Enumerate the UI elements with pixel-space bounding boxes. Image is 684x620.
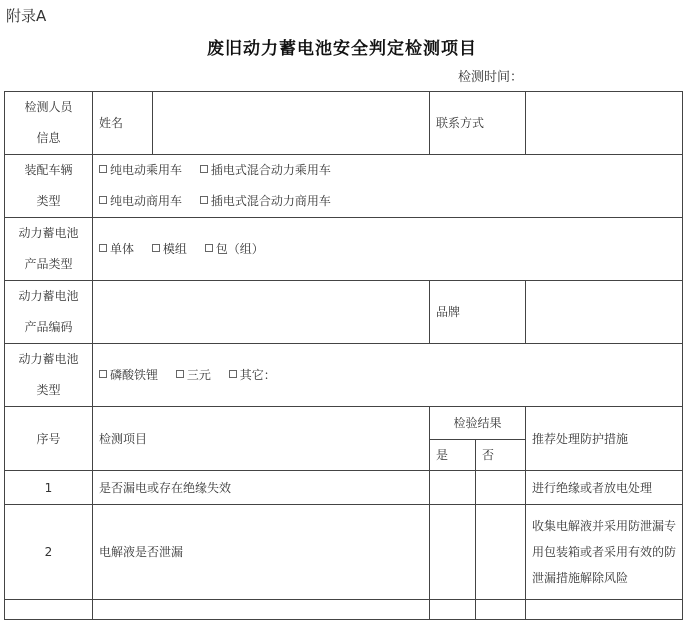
inspector-label: 检测人员 信息 [5, 92, 93, 155]
product-type-options [93, 218, 683, 281]
brand-label: 品牌 [430, 281, 526, 344]
checkbox-icon [99, 370, 107, 378]
table-row [5, 471, 683, 505]
row-no-cell[interactable] [476, 505, 526, 600]
product-type-row [5, 218, 683, 281]
product-code-value-cell[interactable] [93, 281, 430, 344]
page-title: 废旧动力蓄电池安全判定检测项目 [207, 39, 477, 59]
option-lfp[interactable]: 磷酸铁锂 [99, 368, 158, 382]
option-phev-passenger[interactable]: 插电式混合动力乘用车 [200, 163, 331, 177]
header-no-result: 否 [476, 440, 526, 471]
option-other[interactable]: 其它： [229, 368, 276, 382]
row-yes-cell[interactable] [430, 505, 476, 600]
table-header-row [5, 407, 683, 440]
option-bev-passenger[interactable]: 纯电动乘用车 [99, 163, 182, 177]
header-no: 序号 [5, 407, 93, 471]
row-no-cell[interactable] [476, 471, 526, 505]
brand-value-cell[interactable] [526, 281, 683, 344]
vehicle-type-row [5, 155, 683, 218]
row-measure: 进行绝缘或者放电处理 [526, 471, 683, 505]
name-label: 姓名 [93, 92, 153, 155]
option-phev-commercial[interactable]: 插电式混合动力商用车 [200, 194, 331, 208]
checkbox-icon [200, 165, 208, 173]
checkbox-icon [176, 370, 184, 378]
header-item: 检测项目 [93, 407, 430, 471]
option-module[interactable]: 模组 [152, 242, 187, 256]
row-item: 电解液是否泄漏 [93, 505, 430, 600]
checkbox-icon [229, 370, 237, 378]
product-code-label: 动力蓄电池 产品编码 [5, 281, 93, 344]
header-yes: 是 [430, 440, 476, 471]
checkbox-icon [200, 196, 208, 204]
vehicle-type-options [93, 155, 683, 218]
contact-label: 联系方式 [430, 92, 526, 155]
option-ternary[interactable]: 三元 [176, 368, 211, 382]
row-no: 2 [5, 505, 93, 600]
table-row [5, 600, 683, 620]
checkbox-icon [99, 196, 107, 204]
checkbox-icon [205, 244, 213, 252]
battery-type-row [5, 344, 683, 407]
battery-type-options [93, 344, 683, 407]
appendix-label: 附录A [6, 7, 47, 25]
option-bev-commercial[interactable]: 纯电动商用车 [99, 194, 182, 208]
checkbox-icon [99, 165, 107, 173]
row-item: 是否漏电或存在绝缘失效 [93, 471, 430, 505]
header-measure: 推荐处理防护措施 [526, 407, 683, 471]
inspection-time-label: 检测时间： [458, 70, 524, 85]
vehicle-type-label: 装配车辆 类型 [5, 155, 93, 218]
product-code-row [5, 281, 683, 344]
name-value-cell[interactable] [153, 92, 430, 155]
row-yes-cell[interactable] [430, 471, 476, 505]
inspector-row [5, 92, 683, 155]
inspection-table [4, 91, 683, 620]
contact-value-cell[interactable] [526, 92, 683, 155]
checkbox-icon [152, 244, 160, 252]
header-result: 检验结果 [430, 407, 526, 440]
row-no: 1 [5, 471, 93, 505]
row-measure: 收集电解液并采用防泄漏专用包装箱或者采用有效的防泄漏措施解除风险 [526, 505, 683, 600]
checkbox-icon [99, 244, 107, 252]
option-pack[interactable]: 包（组） [205, 242, 264, 256]
battery-type-label: 动力蓄电池 类型 [5, 344, 93, 407]
product-type-label: 动力蓄电池 产品类型 [5, 218, 93, 281]
option-cell[interactable]: 单体 [99, 242, 134, 256]
table-row [5, 505, 683, 600]
